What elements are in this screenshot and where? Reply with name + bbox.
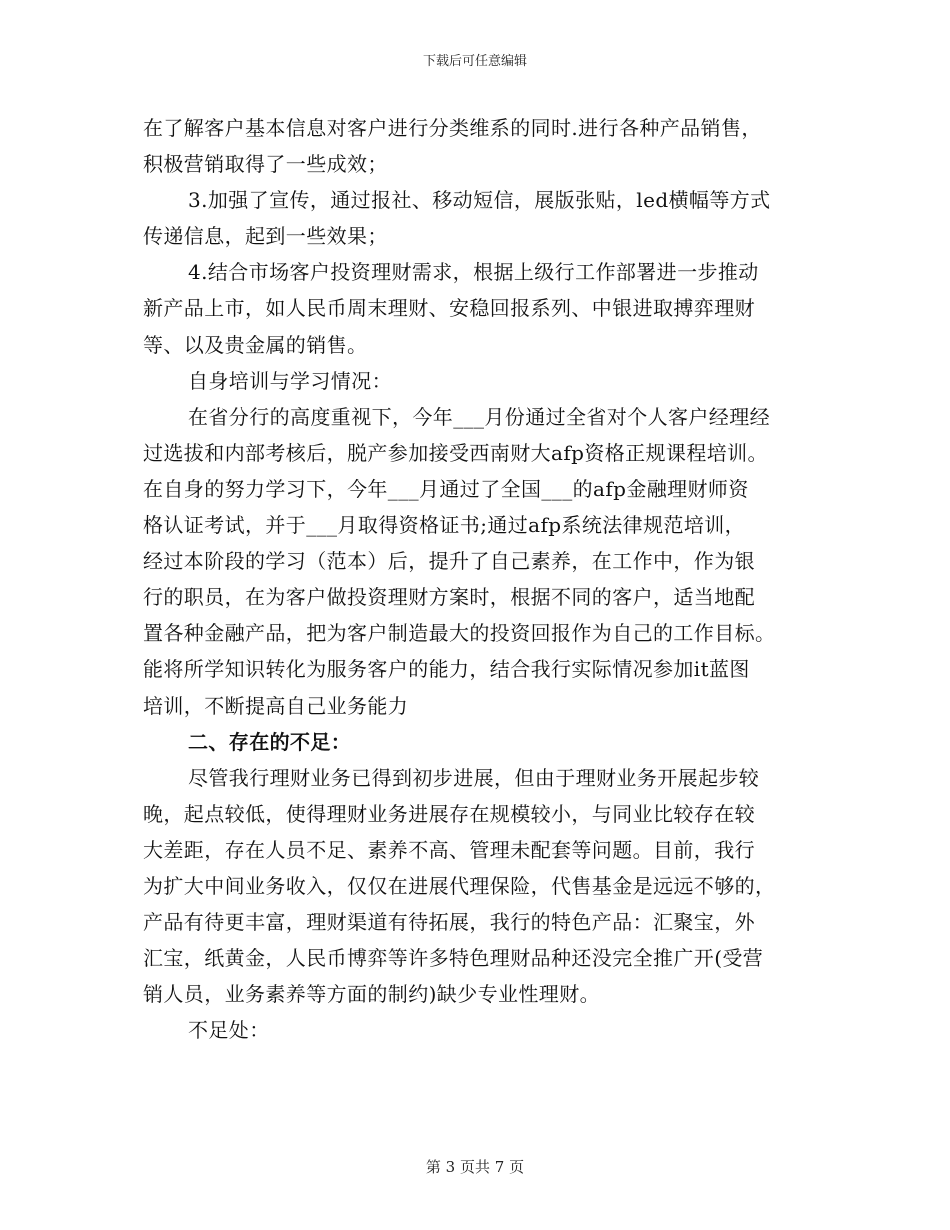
text-line: 晚，起点较低，使得理财业务进展存在规模较小，与同业比较存在较 bbox=[143, 801, 755, 826]
text-line: 新产品上市，如人民币周末理财、安稳回报系列、中银进取搏弈理财 bbox=[143, 296, 755, 321]
text-line: 3.加强了宣传，通过报社、移动短信，展版张贴，led横幅等方式 bbox=[188, 188, 771, 213]
text-line: 过选拔和内部考核后，脱产参加接受西南财大afp资格正规课程培训。 bbox=[143, 440, 768, 465]
text-line: 4.结合市场客户投资理财需求，根据上级行工作部署进一步推动 bbox=[188, 260, 759, 285]
text-line: 置各种金融产品，把为客户制造最大的投资回报作为自己的工作目标。 bbox=[143, 621, 776, 646]
section-heading: 二、存在的不足： bbox=[188, 729, 352, 754]
text-line: 在省分行的高度重视下，今年___月份通过全省对个人客户经理经 bbox=[188, 404, 770, 429]
text-line: 汇宝，纸黄金，人民币博弈等许多特色理财品种还没完全推广开(受营 bbox=[143, 946, 764, 971]
text-line: 销人员，业务素养等方面的制约)缺少专业性理财。 bbox=[143, 982, 601, 1007]
text-line: 不足处： bbox=[188, 1018, 270, 1043]
text-line: 为扩大中间业务收入，仅仅在进展代理保险，代售基金是远远不够的， bbox=[143, 873, 776, 898]
text-line: 传递信息，起到一些效果； bbox=[143, 224, 388, 249]
text-line: 培训，不断提高自己业务能力 bbox=[143, 693, 409, 718]
text-line: 大差距，存在人员不足、素养不高、管理未配套等问题。目前，我行 bbox=[143, 837, 755, 862]
text-line: 产品有待更丰富，理财渠道有待拓展，我行的特色产品：汇聚宝，外 bbox=[143, 910, 755, 935]
text-line: 行的职员，在为客户做投资理财方案时，根据不同的客户，适当地配 bbox=[143, 585, 755, 610]
text-line: 在了解客户基本信息对客户进行分类维系的同时.进行各种产品销售， bbox=[143, 116, 762, 140]
text-line: 等、以及贵金属的销售。 bbox=[143, 332, 368, 357]
page-header: 下载后可任意编辑 bbox=[422, 54, 527, 69]
text-line: 经过本阶段的学习（范本）后，提升了自己素养，在工作中，作为银 bbox=[143, 549, 755, 574]
document-body bbox=[143, 110, 811, 1048]
text-line: 尽管我行理财业务已得到初步进展，但由于理财业务开展起步较 bbox=[188, 765, 760, 790]
text-line: 积极营销取得了一些成效； bbox=[143, 152, 388, 177]
text-line: 自身培训与学习情况： bbox=[188, 368, 392, 393]
text-line: 能将所学知识转化为服务客户的能力，结合我行实际情况参加it蓝图 bbox=[143, 657, 750, 682]
text-line: 在自身的努力学习下，今年___月通过了全国___的afp金融理财师资 bbox=[143, 476, 749, 501]
page-footer: 第 3 页共 7 页 bbox=[425, 1158, 525, 1176]
text-line: 格认证考试，并于___月取得资格证书;通过afp系统法律规范培训， bbox=[143, 513, 746, 538]
